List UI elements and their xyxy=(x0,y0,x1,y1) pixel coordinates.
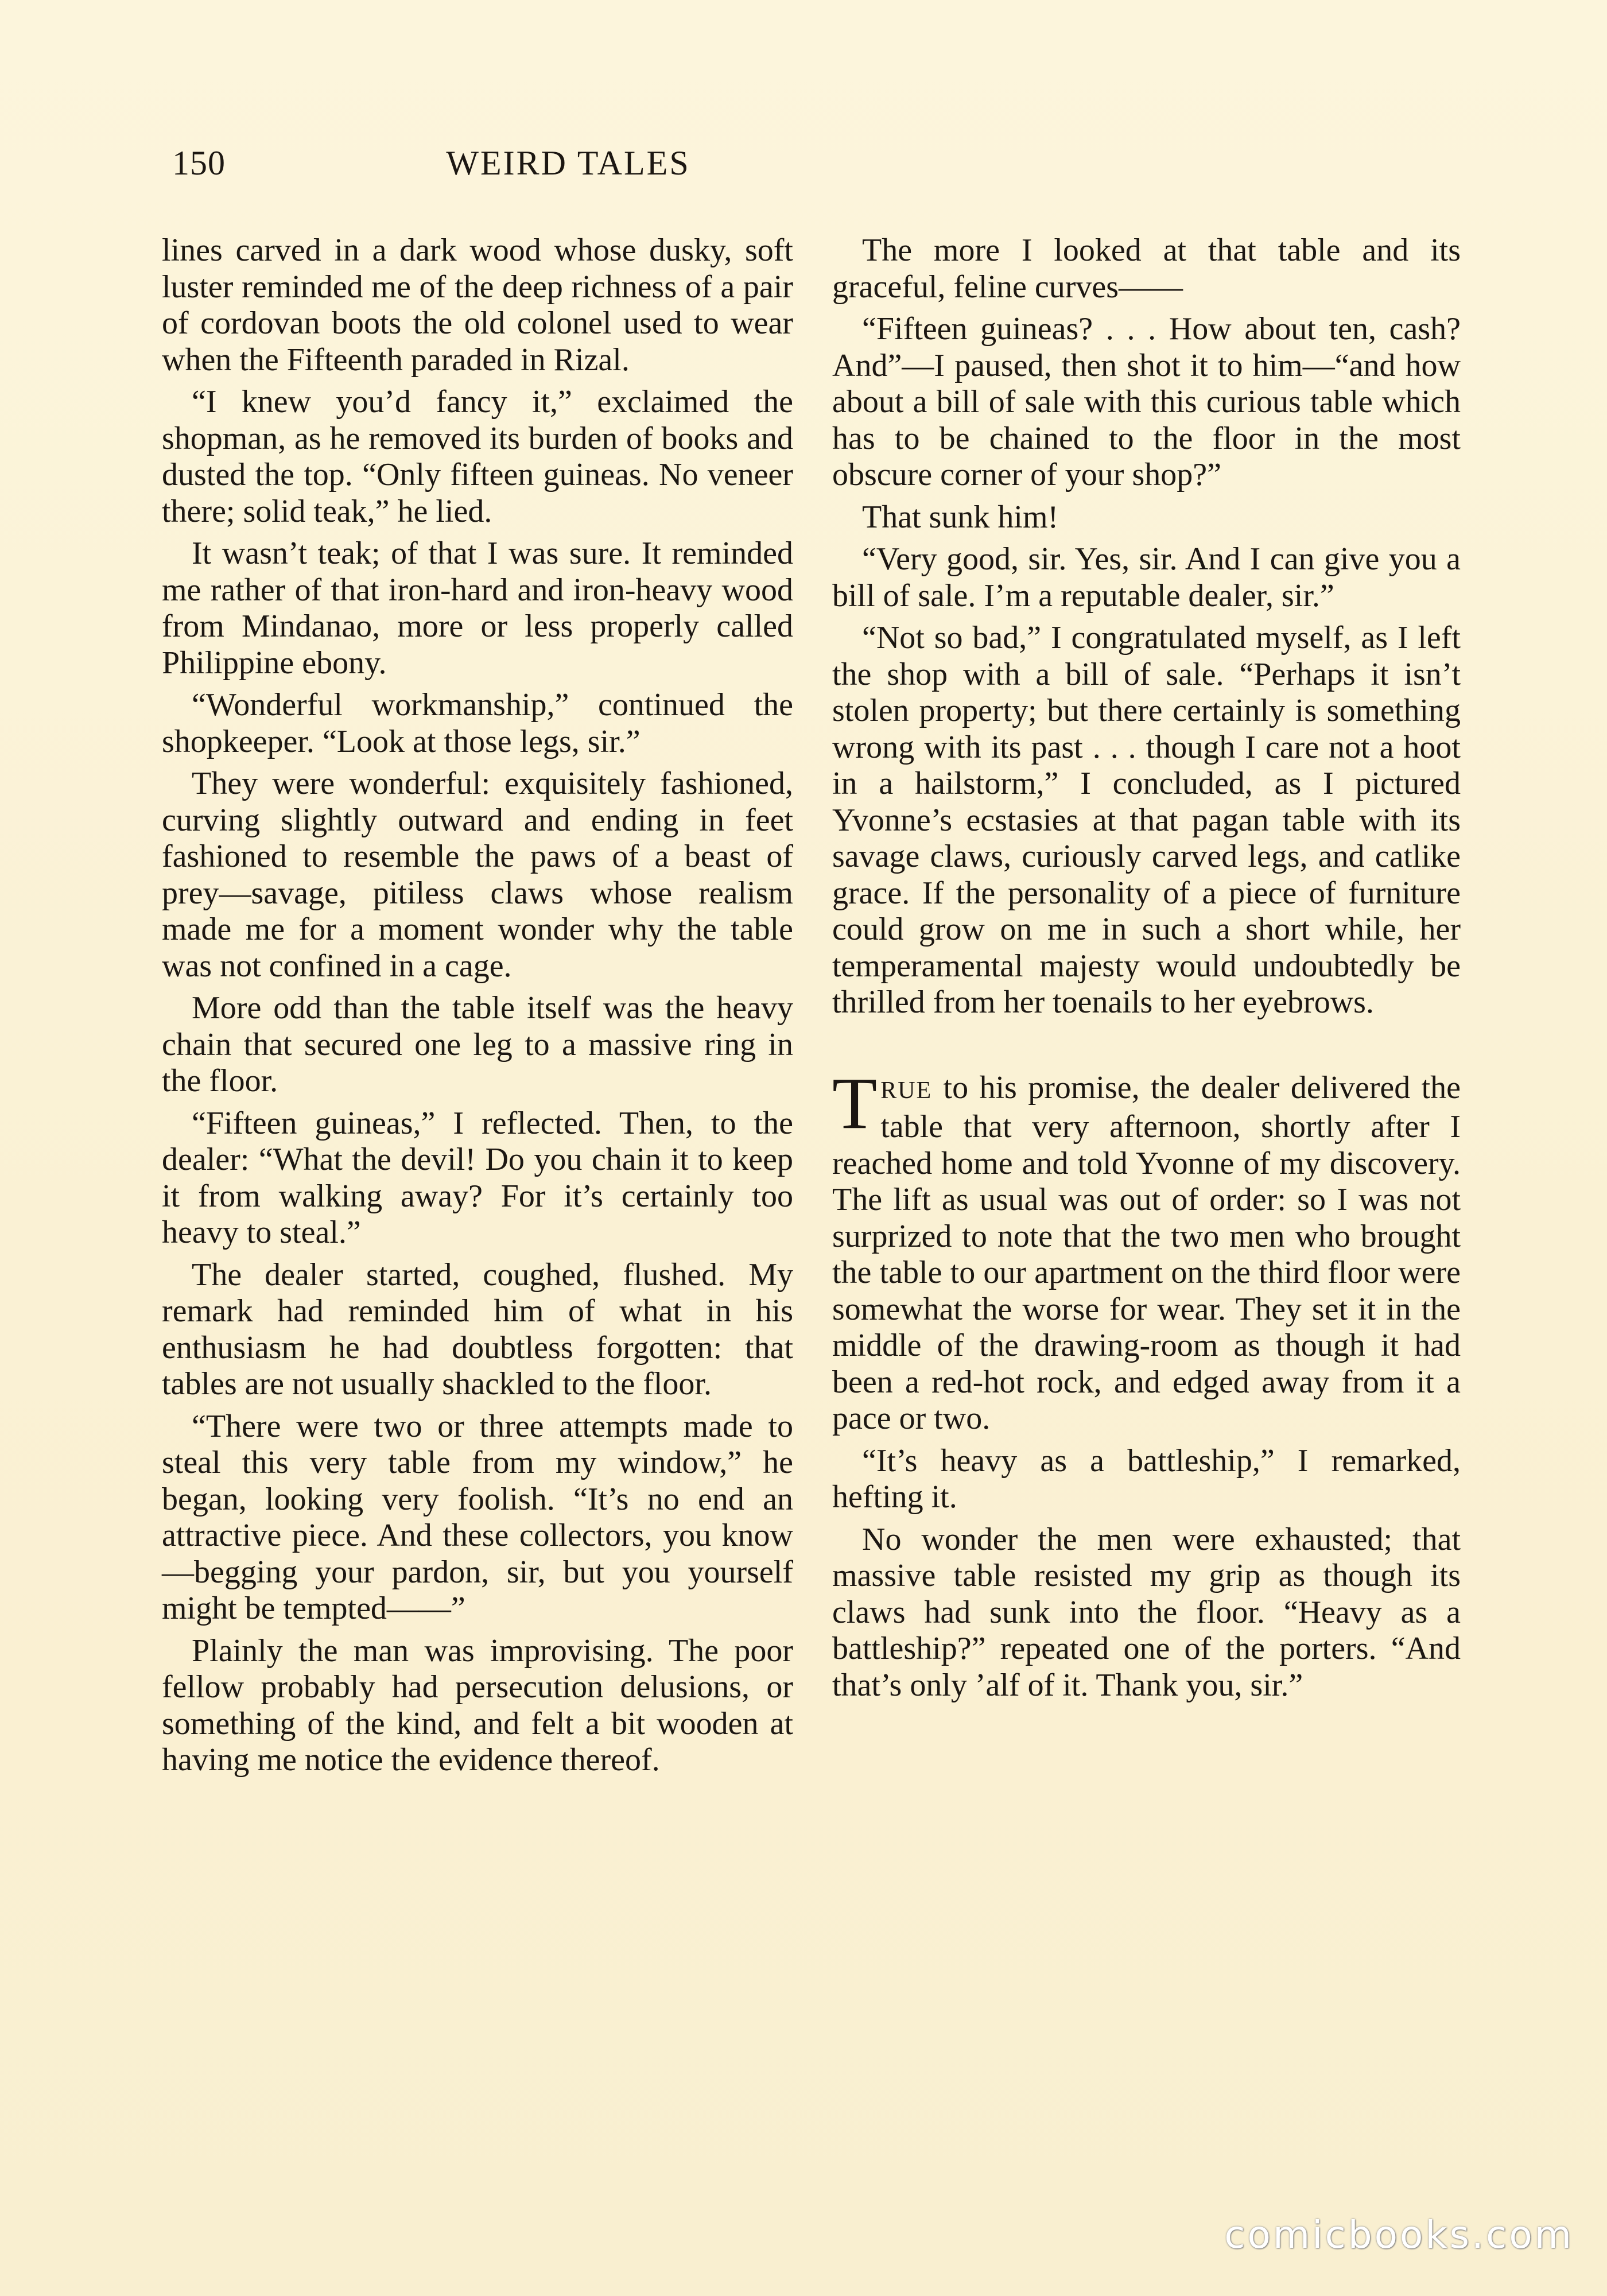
paragraph: “Fifteen guineas? . . . How about ten, cash? And”—I paused, then shot it to him—“and how about a bill of sale with this curious table which has to be chained to the floor in the most obscure corner of your shop?” xyxy=(832,311,1461,492)
paragraph: “It’s heavy as a battleship,” I remarked, hefting it. xyxy=(832,1442,1461,1515)
paragraph: “Fifteen guineas,” I reflected. Then, to the dealer: “What the devil! Do you chain it to keep it from walking away? For it’s certainly too heavy to steal.” xyxy=(162,1105,793,1250)
paragraph: “Wonderful workmanship,” continued the shopkeeper. “Look at those legs, sir.” xyxy=(162,687,793,759)
section-opening-paragraph xyxy=(832,1062,1461,1437)
paragraph: “I knew you’d fancy it,” exclaimed the shopman, as he removed its burden of books and dusted the top. “Only fifteen guineas. No veneer there; solid teak,” he lied. xyxy=(162,384,793,529)
page-number: 150 xyxy=(172,144,226,182)
paragraph: It wasn’t teak; of that I was sure. It reminded me rather of that iron-hard and iron-heavy wood from Mindanao, more or less properly called Philippine ebony. xyxy=(162,536,793,681)
paragraph: They were wonderful: exquisitely fashioned, curving slightly outward and ending in feet fashioned to resemble the paws of a beast of prey—savage, pitiless claws whose realism made me for a moment wonder why the table was not confined in a cage. xyxy=(162,766,793,984)
paragraph: lines carved in a dark wood whose dusky, soft luster reminded me of the deep richness of a pair of cordovan boots the old colonel used to wear when the Fifteenth paraded in Rizal. xyxy=(162,232,793,378)
paragraph: No wonder the men were exhausted; that massive table resisted my grip as though its claws had sunk into the floor. “Heavy as a battleship?” repeated one of the porters. “And that’s only ’alf of it. Thank you, sir.” xyxy=(832,1521,1461,1703)
drop-cap: T xyxy=(832,1062,878,1144)
paragraph: Plainly the man was improvising. The poor fellow probably had persecution delusions, or something of the kind, and felt a bit wooden at having me notice the evidence thereof. xyxy=(162,1632,793,1778)
small-caps-lead: RUE xyxy=(880,1077,933,1104)
paragraph: The dealer started, coughed, flushed. My remark had reminded him of what in his enthusiasm he had doubtless forgotten: that tables are not usually shackled to the floor. xyxy=(162,1256,793,1402)
site-watermark: comicbooks.com xyxy=(1224,2213,1574,2257)
paragraph: More odd than the table itself was the heavy chain that secured one leg to a massive ring in the floor. xyxy=(162,990,793,1099)
paragraph: “There were two or three attempts made to steal this very table from my window,” he began, looking very foolish. “It’s no end an attractive piece. And these collectors, you know —begging your pardon, sir, but you yourself might be tempted——” xyxy=(162,1408,793,1626)
paragraph: The more I looked at that table and its graceful, feline curves—— xyxy=(832,232,1461,305)
right-column xyxy=(832,232,1461,1709)
paragraph-text: to his promise, the dealer delivered the table that very afternoon, shortly after I reached home and told Yvonne of my discovery. The lift as usual was out of order: so I was not surprized to note that the two men who brought the table to our apartment on the third floor were somewhat the worse for wear. They set it in the middle of the drawing-room as though it had been a red-hot rock, and edged away from it a pace or two. xyxy=(832,1069,1461,1436)
paragraph: That sunk him! xyxy=(862,499,1059,535)
paragraph: “Very good, sir. Yes, sir. And I can give you a bill of sale. I’m a reputable dealer, sir.” xyxy=(832,541,1461,614)
left-column xyxy=(162,232,793,1785)
paragraph: “Not so bad,” I congratulated myself, as I left the shop with a bill of sale. “Perhaps it isn’t stolen property; but there certainly is something wrong with its past . . . though I care not a hoot in a hailstorm,” I concluded, as I pictured Yvonne’s ecstasies at that pagan table with its savage claws, curiously carved legs, and catlike grace. If the personality of a piece of furniture could grow on me in such a short while, her temperamental majesty would undoubtedly be thrilled from her toenails to her eyebrows. xyxy=(832,620,1461,1020)
running-title: WEIRD TALES xyxy=(446,144,690,182)
